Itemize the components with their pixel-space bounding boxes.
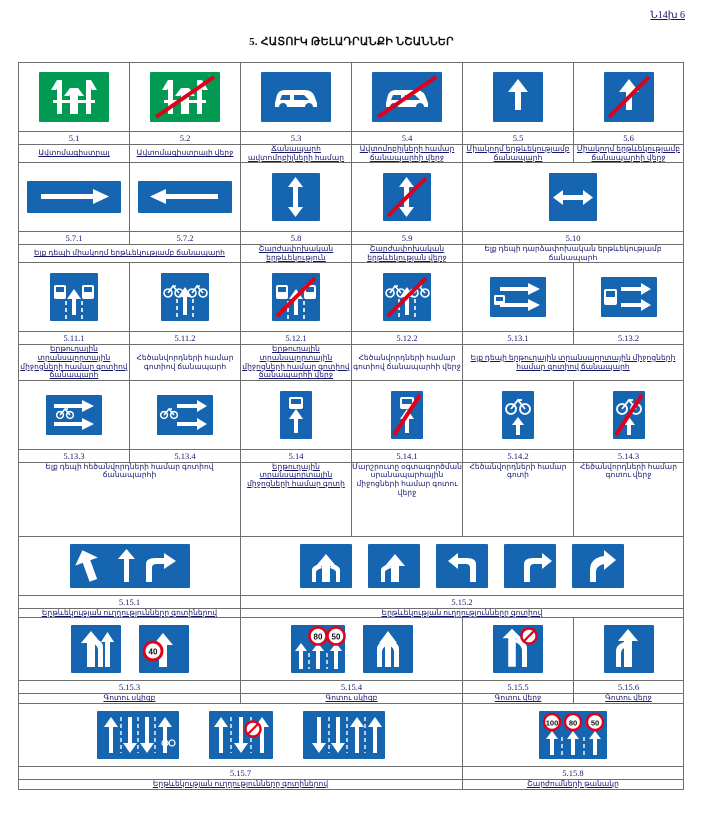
sign-cell-5-15-3 [19, 618, 241, 681]
sign-cell-5-7-1 [19, 163, 130, 232]
sign-number: 5.2 [130, 132, 241, 145]
table-row-numbers [19, 332, 684, 345]
table-row [19, 536, 684, 595]
page-title: 5. ՀԱՏՈՒԿ ԹԵԼԱԴՐԱՆՔԻ ՆՇԱՆՆԵՐ [249, 36, 454, 48]
sign-image-5-4 [352, 63, 462, 131]
sign-caption: Ճանապարհ ավտոմոբիլների համար [241, 145, 352, 163]
sign-number: 5.12.1 [241, 332, 352, 345]
sign-caption: Հեծանվորդների համար գոտիով ճանապարհի վերջ [352, 345, 463, 380]
sign-caption: Ավտոմոբիլների համար ճանապարհի վերջ [352, 145, 463, 163]
sign-image-5-15-2 [241, 537, 683, 595]
speed-limit-40: 40 [148, 647, 157, 657]
sign-caption: Գոտու վերջ [463, 694, 574, 704]
sign-image-5-15-8 [463, 704, 683, 766]
sign-number: 5.7.1 [19, 232, 130, 245]
sign-number: 5.15.4 [241, 681, 463, 694]
sign-image-5-15-4 [241, 618, 462, 680]
sign-image-5-14-3 [574, 381, 683, 449]
table-row-numbers [19, 232, 684, 245]
table-row-captions [19, 345, 684, 380]
sign-cell-5-12-1 [241, 263, 352, 332]
sign-cell-5-14-2 [463, 380, 574, 449]
sign-number: 5.1 [19, 132, 130, 145]
table-row-captions [19, 245, 684, 263]
sign-image-5-1 [19, 63, 129, 131]
sign-image-5-9 [352, 163, 462, 231]
table-row-captions [19, 779, 684, 789]
sign-image-5-7-2 [130, 163, 240, 231]
table-row-captions [19, 462, 684, 536]
table-row-numbers [19, 595, 684, 608]
sign-caption: Երթուղային տրանսպորտային միջոցների համար գոտիով ճանապարհ [20, 344, 128, 380]
sign-caption: Գոտու սկիզբ [241, 694, 463, 704]
sign-cell-5-11-1 [19, 263, 130, 332]
table-row-captions [19, 694, 684, 704]
sign-caption: Երթևեկության ուղղությունները գոտիներով [19, 779, 463, 789]
table-row-captions [19, 608, 684, 618]
sign-image-5-15-1 [19, 537, 240, 595]
sign-caption: Ելք դեպի երթուղային տրանսպորտային միջոցների համար գոտիով ճանապարհ [463, 345, 684, 380]
sign-image-5-14-1 [352, 381, 462, 449]
speed-limit-80-b: 80 [568, 718, 578, 728]
sign-caption: Երթուղային տրանսպորտային միջոցների համար գոտի [241, 462, 352, 536]
table-row [19, 380, 684, 449]
sign-caption: Հեծանվորդների համար գոտու վերջ [574, 462, 684, 536]
sign-caption: Գոտու սկիզբ [19, 694, 241, 704]
sign-number: 5.13.2 [574, 332, 684, 345]
sign-cell-5-15-5 [463, 618, 574, 681]
sign-number: 5.15.3 [19, 681, 241, 694]
sign-image-5-10 [463, 163, 683, 231]
sign-image-5-8 [241, 163, 351, 231]
sign-number: 5.13.4 [130, 449, 241, 462]
sign-caption: Երթուղային տրանսպորտային միջոցների համար գոտիով ճանապարհի վերջ [242, 344, 350, 380]
sign-number: 5.15.1 [19, 595, 241, 608]
sign-caption: Շարժափոխական երթևեկության վերջ [352, 245, 463, 263]
speed-limit-50-b: 50 [590, 718, 600, 728]
sign-cell-5-4 [352, 63, 463, 132]
sign-number: 5.11.1 [19, 332, 130, 345]
sign-caption: Հեծանվորդների համար գոտի [463, 462, 574, 536]
table-row [19, 263, 684, 332]
sign-number: 5.14 [241, 449, 352, 462]
annex-label: Ն14խ 6 [650, 10, 685, 21]
sign-image-5-14-2 [463, 381, 573, 449]
sign-caption: Միակողմ երթևեկությամբ ճանապարհ [463, 145, 574, 163]
sign-caption-merged: Ելք դեպի միակողմ երթևեկությամբ ճանապարհ [19, 245, 241, 263]
sign-number: 5.15.5 [463, 681, 574, 694]
sign-cell-5-12-2 [352, 263, 463, 332]
sign-cell-5-9 [352, 163, 463, 232]
sign-caption: Շարժումների թանակը [463, 779, 684, 789]
table-row [19, 703, 684, 766]
sign-cell-5-15-1 [19, 536, 241, 595]
sign-image-5-13-3 [19, 381, 129, 449]
sign-number: 5.7.2 [130, 232, 241, 245]
sign-caption: Գոտու վերջ [574, 694, 684, 704]
sign-number: 5.15.7 [19, 766, 463, 779]
sign-cell-5-1 [19, 63, 130, 132]
sign-number: 5.12.2 [352, 332, 463, 345]
sign-caption: Ավտոմագիստրալի վերջ [130, 145, 241, 163]
sign-number: 5.5 [463, 132, 574, 145]
sign-caption: Հեծանվորդների համար գոտիով ճանապարհ [130, 345, 241, 380]
sign-image-5-15-3 [19, 618, 240, 680]
sign-cell-5-15-6 [574, 618, 684, 681]
sign-caption: Շարժափոխական երթևեկություն [241, 245, 352, 263]
sign-number: 5.14.3 [574, 449, 684, 462]
sign-cell-5-11-2 [130, 263, 241, 332]
sign-image-5-15-7 [19, 704, 462, 766]
table-row [19, 618, 684, 681]
sign-caption: Միակողմ երթևեկությամբ ճանապարհի վերջ [574, 145, 684, 163]
sign-image-5-15-6 [574, 618, 683, 680]
sign-image-5-13-4 [130, 381, 240, 449]
table-row-captions [19, 145, 684, 163]
sign-image-5-11-2 [130, 263, 240, 331]
sign-number: 5.4 [352, 132, 463, 145]
sign-number: 5.13.3 [19, 449, 130, 462]
sign-number: 5.8 [241, 232, 352, 245]
sign-image-5-3 [241, 63, 351, 131]
sign-image-5-5 [463, 63, 573, 131]
sign-cell-5-3 [241, 63, 352, 132]
sign-cell-5-2 [130, 63, 241, 132]
sign-number: 5.11.2 [130, 332, 241, 345]
speed-limit-100: 100 [545, 718, 559, 728]
sign-image-5-12-2 [352, 263, 462, 331]
sign-image-5-15-5 [463, 618, 573, 680]
sign-number: 5.15.2 [241, 595, 684, 608]
sign-number: 5.9 [352, 232, 463, 245]
table-row-numbers [19, 766, 684, 779]
sign-cell-5-14-1 [352, 380, 463, 449]
sign-caption: Ելք դեպի հեծանվորդների համար գոտիով ճանապարհի [19, 462, 241, 536]
sign-cell-5-8 [241, 163, 352, 232]
table-row [19, 63, 684, 132]
sign-image-5-13-2 [574, 263, 683, 331]
sign-image-5-7-1 [19, 163, 129, 231]
sign-cell-5-15-8 [463, 703, 684, 766]
sign-caption: Մարշրուտը օգտագործման սրանապարհային միջոցների համար գոտու վերջ [352, 462, 463, 536]
sign-cell-5-15-7 [19, 703, 463, 766]
sign-cell-5-7-2 [130, 163, 241, 232]
sign-cell-5-15-2 [241, 536, 684, 595]
sign-caption: Ելք դեպի դարձափոխական երթևեկությամբ ճանապարհ [463, 245, 684, 263]
sign-cell-5-14 [241, 380, 352, 449]
sign-image-5-13-1 [463, 263, 573, 331]
table-row-numbers [19, 132, 684, 145]
sign-caption: Ավտոմագիստրալ [19, 145, 130, 163]
sign-cell-5-13-3 [19, 380, 130, 449]
table-row-numbers [19, 681, 684, 694]
speed-limit-80: 80 [313, 632, 322, 642]
signs-table [18, 62, 684, 790]
sign-number: 5.14.2 [463, 449, 574, 462]
sign-cell-5-14-3 [574, 380, 684, 449]
sign-number: 5.15.8 [463, 766, 684, 779]
sign-caption: Երթևեկության ուղղությունները գոտիով [241, 608, 684, 618]
sign-number: 5.14.1 [352, 449, 463, 462]
sign-cell-5-15-4 [241, 618, 463, 681]
sign-cell-5-13-2 [574, 263, 684, 332]
sign-image-5-6 [574, 63, 683, 131]
sign-number: 5.15.6 [574, 681, 684, 694]
speed-limit-50: 50 [331, 632, 340, 642]
sign-number: 5.3 [241, 132, 352, 145]
sign-cell-5-13-1 [463, 263, 574, 332]
sign-image-5-2 [130, 63, 240, 131]
sign-cell-5-6 [574, 63, 684, 132]
sign-cell-5-13-4 [130, 380, 241, 449]
table-row-numbers [19, 449, 684, 462]
sign-image-5-14 [241, 381, 351, 449]
sign-image-5-12-1 [241, 263, 351, 331]
sign-caption: Երթևեկության ուղղությունները գոտիներով [19, 608, 241, 618]
sign-number: 5.6 [574, 132, 684, 145]
sign-number: 5.10 [463, 232, 684, 245]
sign-image-5-11-1 [19, 263, 129, 331]
sign-cell-5-10 [463, 163, 684, 232]
sign-cell-5-5 [463, 63, 574, 132]
table-row [19, 163, 684, 232]
sign-number: 5.13.1 [463, 332, 574, 345]
